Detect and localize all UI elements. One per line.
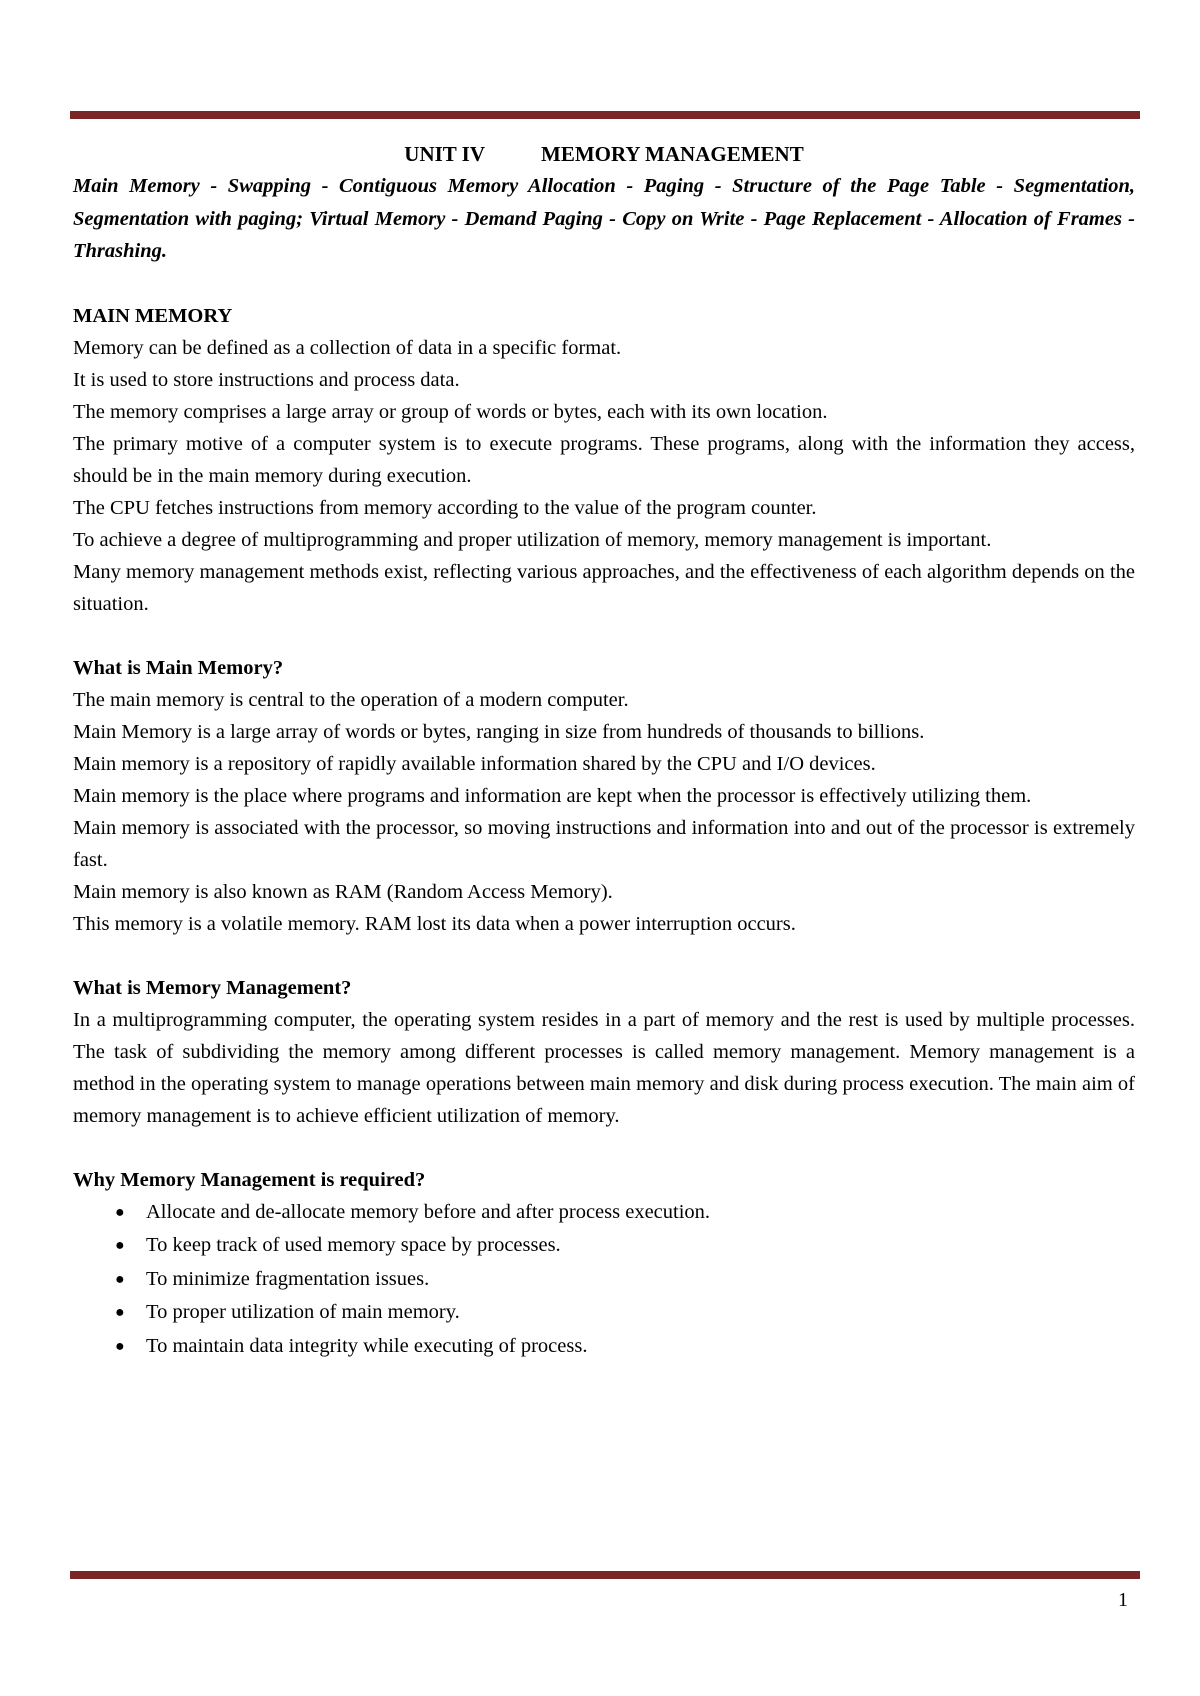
list-item: ● Allocate and de-allocate memory before and after process execution. <box>73 1196 1135 1230</box>
paragraph: It is used to store instructions and process data. <box>73 368 460 391</box>
unit-label: UNIT IV <box>404 142 485 166</box>
bullet-icon: ● <box>115 1304 125 1321</box>
section-main-memory <box>73 300 1135 620</box>
page-number: 1 <box>1118 1589 1128 1611</box>
unit-title <box>73 138 1135 170</box>
paragraph: Main memory is the place where programs and information are kept when the processor is effectively utilizing them. <box>73 784 1032 807</box>
bullet-icon: ● <box>115 1203 125 1221</box>
bullet-icon: ● <box>115 1337 125 1355</box>
list-item: ● To keep track of used memory space by processes. <box>73 1229 1135 1263</box>
bullet-icon: ● <box>115 1270 125 1288</box>
section-why-required <box>73 1164 1135 1364</box>
top-rule <box>70 111 1140 119</box>
paragraph: The main memory is central to the operation of a modern computer. <box>73 688 629 711</box>
section-heading: What is Main Memory? <box>73 656 284 679</box>
section-what-is-main-memory <box>73 652 1135 940</box>
list-item: ● To proper utilization of main memory. <box>73 1296 1135 1330</box>
section-heading: What is Memory Management? <box>73 976 352 999</box>
paragraph: The CPU fetches instructions from memory according to the value of the program counter. <box>73 496 817 519</box>
section-heading: Why Memory Management is required? <box>73 1168 426 1191</box>
bottom-rule <box>70 1571 1140 1579</box>
paragraph: Memory can be defined as a collection of data in a specific format. <box>73 336 622 359</box>
list-item: ● To maintain data integrity while executing of process. <box>73 1330 1135 1364</box>
paragraph: Main memory is associated with the processor, so moving instructions and information into and out of the processor is extremely fast. <box>73 816 1135 871</box>
document-page <box>73 138 1135 1363</box>
bullet-icon: ● <box>115 1237 125 1254</box>
paragraph: In a multiprogramming computer, the operating system resides in a part of memory and the rest is used by multiple processes. The task of subdividing the memory among different processes is called memory management. Memory management is a method in the operating system to manage operations between main memory and disk during process execution. The main aim of memory management is to achieve efficient utilization of memory. <box>73 1008 1135 1127</box>
section-heading: MAIN MEMORY <box>73 304 233 327</box>
section-what-is-memory-management <box>73 972 1135 1132</box>
unit-heading: MEMORY MANAGEMENT <box>541 142 804 166</box>
paragraph: Main memory is a repository of rapidly available information shared by the CPU and I/O devices. <box>73 752 876 775</box>
paragraph: The memory comprises a large array or group of words or bytes, each with its own location. <box>73 400 828 423</box>
paragraph: This memory is a volatile memory. RAM lost its data when a power interruption occurs. <box>73 912 796 935</box>
paragraph: The primary motive of a computer system is to execute programs. These programs, along with the information they access, should be in the main memory during execution. <box>73 432 1135 487</box>
list-item: ● To minimize fragmentation issues. <box>73 1263 1135 1297</box>
paragraph: Main Memory is a large array of words or bytes, ranging in size from hundreds of thousands to billions. <box>73 720 925 743</box>
paragraph: Main memory is also known as RAM (Random Access Memory). <box>73 880 613 903</box>
paragraph: To achieve a degree of multiprogramming and proper utilization of memory, memory management is important. <box>73 528 992 551</box>
bullet-list <box>73 1196 1135 1364</box>
topics-list: Main Memory - Swapping - Contiguous Memory Allocation - Paging - Structure of the Page Table - Segmentation, Segmentation with paging; Virtual Memory - Demand Paging - Copy on Write - Page Replacement - Allocation of Frames - Thrashing. <box>73 175 1135 262</box>
paragraph: Many memory management methods exist, reflecting various approaches, and the effectiveness of each algorithm depends on the situation. <box>73 560 1135 615</box>
